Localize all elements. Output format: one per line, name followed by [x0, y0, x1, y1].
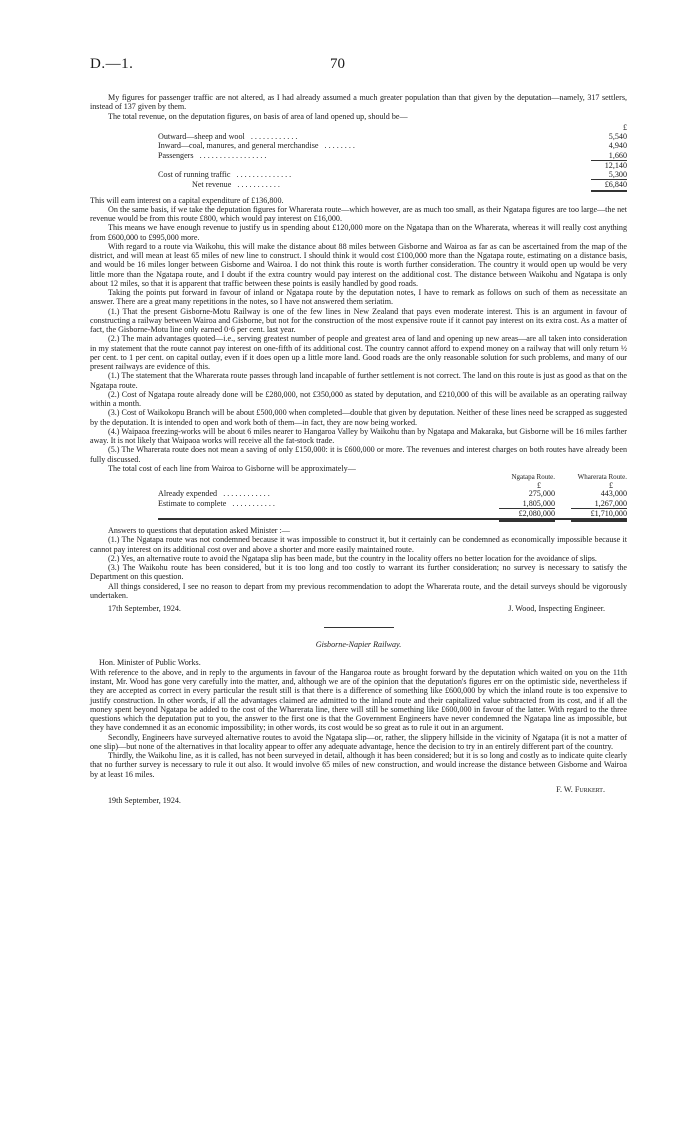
net-revenue-amount: £6,840 [604, 180, 627, 190]
paragraph: (1.) The Ngatapa route was not condemned because it was impossible to construct it, but it certainly can be condemned as economically impossible because it cannot pay interest on its additional cost over and above a shorter and more easily maintained route. [90, 535, 627, 554]
intro-paragraph-2: The total revenue, on the deputation figures, on basis of area of land opened up, should be— [108, 111, 408, 121]
revenue-row [158, 132, 627, 141]
cost-table [158, 473, 627, 522]
leader-dots: . . . . . . . . . . . . [223, 489, 270, 499]
cost-table-header [158, 473, 627, 482]
ngatapa-value: 1,805,000 [522, 498, 555, 508]
cost-label: Already expended [158, 489, 218, 499]
paragraph: (2.) Cost of Ngatapa route already done will be £280,000, not £350,000 as stated by deputation, and £210,000 of this will be available as an operating railway within a month. [90, 389, 627, 408]
leader-dots: . . . . . . . . . . . . . . . . . [199, 150, 267, 160]
net-revenue-label: Net revenue [192, 180, 232, 190]
paragraph: (3.) Cost of Waikokopu Branch will be about £500,000 when completed—double that given by deputation. Neither of these lines need be scrapped as suggested by the deputation. It is intended to open and work both of them—in fact, they are now being worked. [90, 408, 627, 427]
revenue-subtotal: 12,140 [604, 160, 627, 170]
body-text [90, 93, 627, 805]
revenue-label: Outward—sheep and wool [158, 132, 245, 141]
paragraph: This means we have enough revenue to justify us in spending about £120,000 more on the Ngatapa than on the Wharerata, whereas it will really cost anything from £600,000 to £995,000 more. [90, 223, 627, 242]
leader-dots: . . . . . . . . . . . [232, 498, 275, 508]
wharerata-value: 1,267,000 [594, 498, 627, 508]
wharerata-total: £1,710,000 [590, 508, 627, 518]
document-reference: D.—1. [90, 56, 134, 72]
paragraph: On the same basis, if we take the deputation figures for Wharerata route—which however, are as much too small, as their Ngatapa figures are too large—the net revenue would be from this route £800, which would pay interest on £16,000. [90, 204, 627, 223]
leader-dots: . . . . . . . . . . . . [250, 132, 298, 141]
cost-total-row [158, 509, 627, 518]
revenue-row [158, 141, 627, 150]
paragraph: (4.) Waipaoa freezing-works will be about 6 miles nearer to Hangaroa Valley by Waikohu than by Ngatapa and Makaraka, but Gisborne will be 16 miles farther away. It is not likely that Waipaoa works will receive all the fat-stock trade. [90, 426, 627, 445]
signature-name: J. Wood, Inspecting Engineer. [508, 604, 605, 613]
wharerata-value: 443,000 [600, 489, 627, 499]
salutation: Hon. Minister of Public Works. [99, 657, 201, 667]
section-title: Gisborne-Napier Railway. [315, 640, 402, 650]
signature-date: 17th September, 1924. [108, 604, 181, 613]
leader-dots: . . . . . . . . [324, 141, 355, 151]
paragraph: With regard to a route via Waikohu, this will make the distance about 88 miles between Gisborne and Wairoa as far as can be ascertained from the map of the district, and will mean at least 65 miles of new line to construct. I should think it would cost £100,000 more than the Ngatapa route, estimating on a distance basis, and would be 16 miles longer between Gisborne and Wairoa. I do not think this route is worth further consideration. The country it would open up would be very little more than the Ngatapa route, and I doubt if the extra country would pay interest on the additional cost. The distance between Waikohu and Ngatapa is only about 12 miles, so that it is apparent that traffic between these points is easily handled by good roads. [90, 241, 627, 288]
revenue-label: Inward—coal, manures, and general merchandise [158, 141, 319, 151]
revenue-amount: 1,660 [608, 150, 627, 160]
signature-block [90, 604, 627, 613]
paragraph: Taking the points put forward in favour of inland or Ngatapa route by the deputation notes, I have to remark as follows on such of them as necessitate an answer. There are a great many repetitions in the notes, so I have not answered them seriatim. [90, 288, 627, 307]
currency-symbol: £ [608, 481, 613, 491]
paragraph: Secondly, Engineers have surveyed alternative routes to avoid the Ngatapa slip—or, rather, the slippery hillside in the vicinity of Ngatapa (it is not a matter of one slip)—but none of the alternatives in that locality appear to offer any adequate advantage, hence the decision to try in an entirely different part of the country. [90, 732, 627, 751]
paragraph: (2.) Yes, an alternative route to avoid the Ngatapa slip has been made, but the country in the locality offers no better location for the avoidance of slips. [108, 553, 597, 563]
paragraph: (2.) The main advantages quoted—i.e., serving greatest number of people and greatest area of land and opening up new areas—are all taken into consideration in my statement that the route cannot pay interest on one-fifth of its additional cost. The country cannot afford to expend money on a railway that will only return ½ per cent. to 1 per cent. on capital outlay, even if it does open up a little more land. Good roads are the only reasonable solution for such problems, and many of our present railways are evidence of this. [90, 334, 627, 371]
revenue-amount: 4,940 [608, 141, 627, 151]
total-rule [158, 518, 627, 522]
leader-dots: . . . . . . . . . . . . . . [236, 170, 292, 179]
running-cost-label: Cost of running traffic [158, 170, 231, 179]
cost-row [158, 499, 627, 508]
paragraph: This will earn interest on a capital expenditure of £136,800. [90, 195, 284, 205]
column-header-ngatapa: Ngatapa Route. [511, 473, 555, 481]
cost-row [158, 489, 627, 498]
cost-label: Estimate to complete [158, 498, 227, 508]
intro-paragraph-1: My figures for passenger traffic are not altered, as I had already assumed a much greater population than that given by the deputation—namely, 317 settlers, instead of 137 given by them. [90, 93, 627, 112]
revenue-table [158, 123, 627, 192]
revenue-amount: 5,540 [608, 132, 627, 141]
running-cost-amount: 5,300 [608, 170, 627, 179]
paragraph: Answers to questions that deputation asked Minister :— [108, 526, 290, 535]
leader-dots: . . . . . . . . . . . [237, 180, 280, 190]
revenue-row [158, 151, 627, 160]
cost-currency-row [158, 482, 627, 489]
ngatapa-value: 275,000 [528, 489, 555, 499]
signature-date-2: 19th September, 1924. [108, 796, 181, 805]
ngatapa-total: £2,080,000 [518, 508, 555, 518]
net-revenue-row [158, 180, 627, 189]
paragraph: (1.) The statement that the Wharerata route passes through land incapable of further settlement is not correct. The land on this route is just as good as that on the Ngatapa route. [90, 371, 627, 390]
paragraph: (1.) That the present Gisborne-Motu Railway is one of the few lines in New Zealand that pays even moderate interest. This is an argument in favour of constructing a railway between Wairoa and Gisborne, but not for the construction of the most expensive route if it cannot pay interest on its extra cost. As a matter of fact, the Gisborne-Motu line only earned 0·6 per cent. last year. [90, 306, 627, 334]
paragraph: All things considered, I see no reason to depart from my previous recommendation to adopt the Wharerata route, and the detail surveys should be vigorously undertaken. [90, 581, 627, 600]
page-header [90, 56, 630, 80]
paragraph: The total cost of each line from Wairoa to Gisborne will be approximately— [108, 463, 356, 473]
paragraph: Thirdly, the Waikohu line, as it is called, has not been surveyed in detail, although it has been considered; but it is so long and costly as to indicate quite clearly that no further survey is necessary to rule it out also. It would involve 65 miles of new construction, and would increase the distance between Gisborne and Wairoa by at least 16 miles. [90, 751, 627, 779]
paragraph: (3.) The Waikohu route has been considered, but it is too long and too costly to warrant its further consideration; no survey is necessary to satisfy the Department on this question. [90, 563, 627, 582]
paragraph: With reference to the above, and in reply to the arguments in favour of the Hangaroa route as brought forward by the deputation which waited on you on the 11th instant, Mr. Wood has gone very carefully into the matter, and, although we are of the opinion that the deputation's figures err on the optimistic side, nevertheless if they are accepted as correct in every particular the result still is that there is a difference of something like £600,000 by which the inland route is too expensive to justify construction. In other words, if all the advantages claimed are admitted to the inland route and their capitalized value subtracted from its cost, and if all the money spent beyond Ngatapa be added to the cost of the Wharerata line, there will still be something like £600,000 in favour of the latter. With regard to the three questions which the deputation put to you, the answer to the first one is that the Government Engineers have never condemned the Ngatapa line as impossible, but they have condemned it as an economic impossibility; in other words, its cost would be so great as to rule it out in an argument. [90, 667, 627, 733]
revenue-subtotal-row [158, 161, 627, 170]
paragraph: (5.) The Wharerata route does not mean a saving of only £150,000: it is £600,000 or more. The revenues and interest charges on both routes have already been fully discussed. [90, 445, 627, 464]
section-divider [324, 627, 394, 628]
currency-symbol: £ [622, 122, 627, 132]
revenue-label: Passengers [158, 150, 194, 160]
running-cost-row [158, 170, 627, 179]
signature-name-2: F. W. Furkert. [556, 784, 605, 794]
page-number: 70 [330, 56, 345, 72]
column-header-wharerata: Wharerata Route. [577, 473, 627, 481]
currency-symbol: £ [536, 481, 541, 491]
